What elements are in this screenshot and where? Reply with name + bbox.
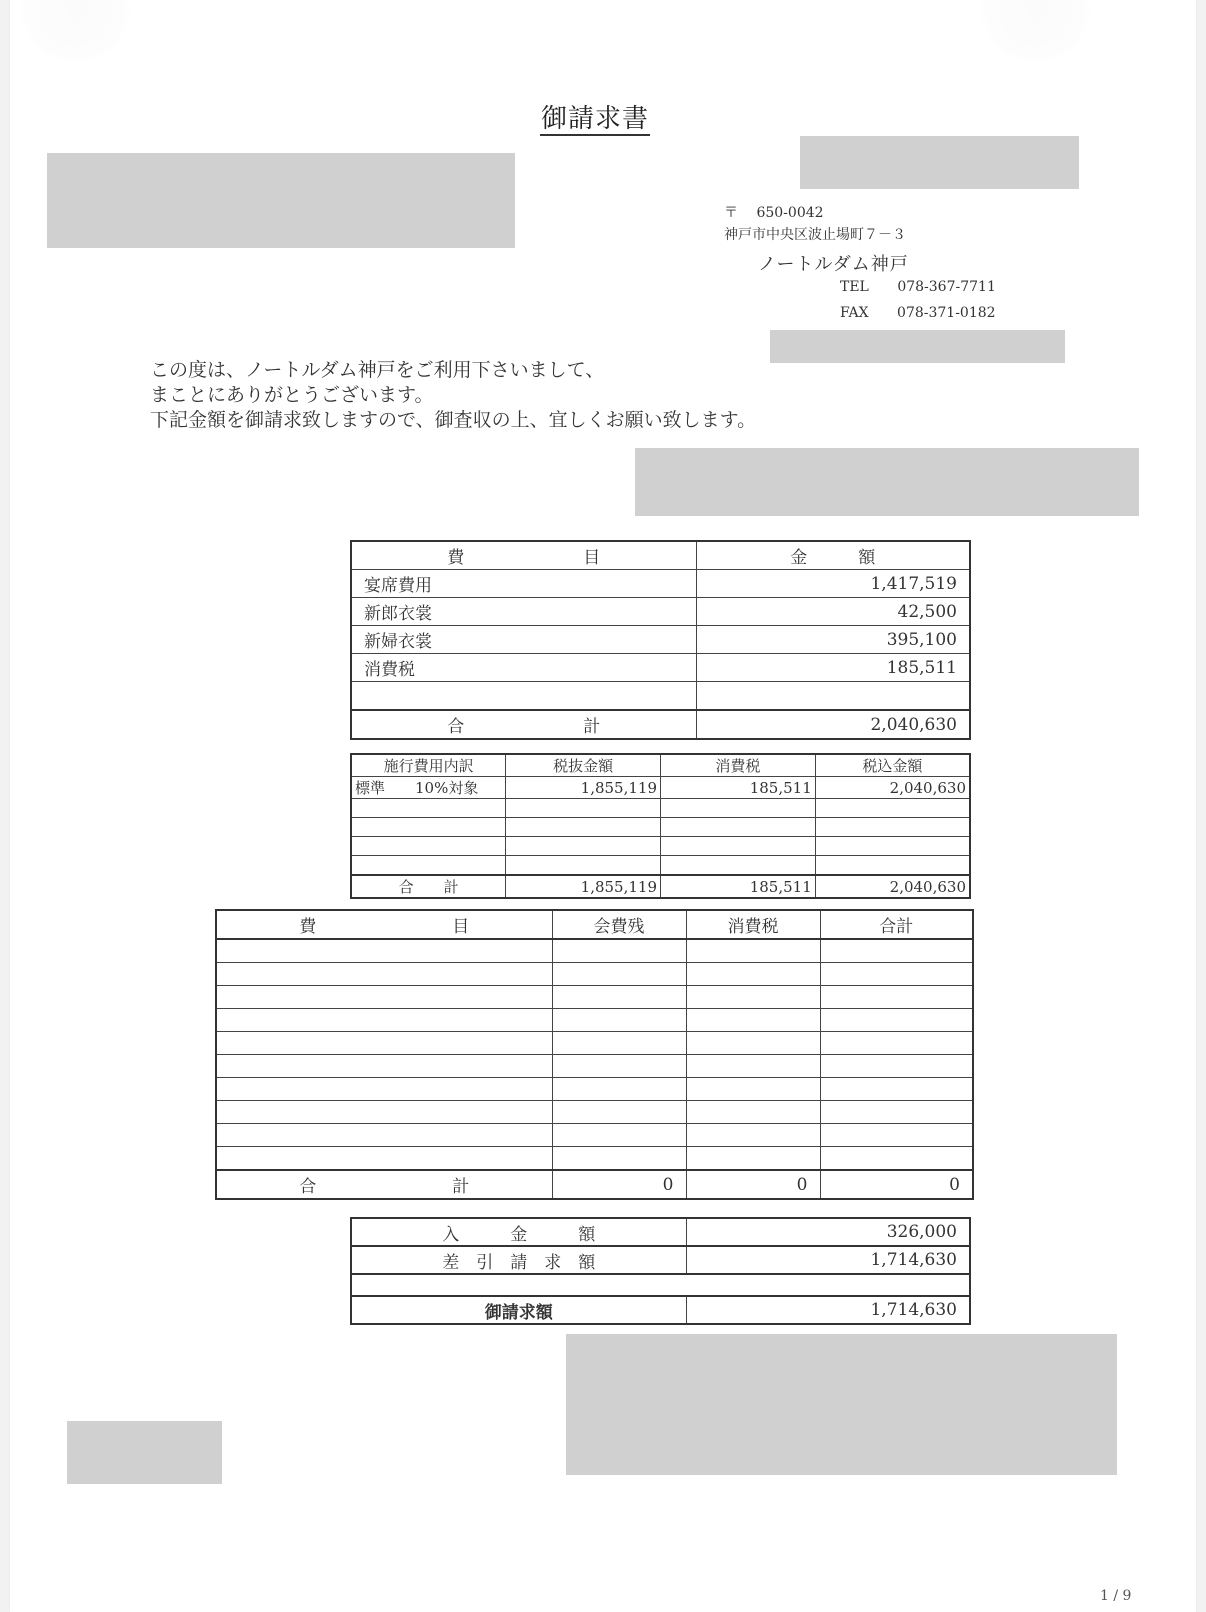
membership-fee-table	[215, 909, 974, 1200]
table-row	[216, 1078, 973, 1101]
item-amount: 42,500	[696, 598, 970, 626]
with-tax	[815, 799, 970, 818]
issuer-name: ノートルダム神戸	[758, 254, 909, 275]
empty-cell	[552, 1078, 686, 1101]
empty-cell	[552, 986, 686, 1009]
item-name: 新婦衣裳	[351, 626, 696, 654]
empty-cell	[686, 1078, 820, 1101]
pre-tax	[506, 837, 661, 856]
item-name: 消費税	[351, 654, 696, 682]
empty-cell	[552, 1124, 686, 1147]
total-tax: 0	[686, 1170, 820, 1199]
balance-row	[351, 1246, 970, 1274]
table-header-row	[216, 910, 973, 939]
category	[351, 837, 506, 856]
table-row	[216, 1009, 973, 1032]
total-label: 合 計	[351, 710, 696, 739]
item-amount: 1,417,519	[696, 570, 970, 598]
tax	[661, 799, 816, 818]
empty-cell	[820, 1032, 973, 1055]
table-row	[351, 837, 970, 856]
empty-cell	[216, 1101, 552, 1124]
deposit-amount: 326,000	[686, 1218, 970, 1246]
deposit-row	[351, 1218, 970, 1246]
table-row	[216, 939, 973, 963]
with-tax	[815, 837, 970, 856]
table-header-row	[351, 754, 970, 777]
table-row	[216, 1032, 973, 1055]
spacer-row	[351, 1274, 970, 1296]
table-row	[351, 856, 970, 876]
empty-cell	[552, 1101, 686, 1124]
empty-cell	[686, 1124, 820, 1147]
tax: 185,511	[661, 777, 816, 799]
item-amount: 395,100	[696, 626, 970, 654]
redacted-stamp	[67, 1421, 222, 1484]
intro-message	[150, 358, 756, 433]
empty-cell	[820, 986, 973, 1009]
with-tax: 2,040,630	[815, 777, 970, 799]
empty-cell	[686, 939, 820, 963]
redacted-bank-info	[566, 1334, 1117, 1475]
document-title: 御請求書	[541, 104, 650, 134]
empty-cell	[552, 1055, 686, 1078]
fax-label: FAX	[840, 305, 869, 321]
intro-line: まことにありがとうございます。	[150, 384, 434, 406]
category: 標準 10%対象	[351, 777, 506, 799]
with-tax	[815, 856, 970, 876]
empty-cell	[216, 986, 552, 1009]
empty-cell	[686, 1055, 820, 1078]
issuer-address: 神戸市中央区波止場町７－３	[724, 227, 906, 243]
category	[351, 818, 506, 837]
empty-cell	[820, 1009, 973, 1032]
empty-cell	[552, 1032, 686, 1055]
empty-cell	[216, 1032, 552, 1055]
empty-cell	[216, 1124, 552, 1147]
item-amount: 185,511	[696, 654, 970, 682]
item-name: 宴席費用	[351, 570, 696, 598]
redacted-recipient	[47, 153, 515, 248]
tel-number: 078-367-7711	[897, 279, 996, 295]
empty-cell	[552, 963, 686, 986]
redacted-date	[800, 136, 1079, 189]
header-item: 費 目	[216, 910, 552, 939]
table-row	[351, 682, 970, 711]
table-row	[351, 654, 970, 682]
header-category: 施行費用内訳	[351, 754, 506, 777]
header-pre-tax: 税抜金額	[506, 754, 661, 777]
watermark-right	[980, 0, 1090, 60]
empty-cell	[216, 939, 552, 963]
header-amount: 金 額	[696, 541, 970, 570]
total-label: 合 計	[216, 1170, 552, 1199]
total-pre-tax: 1,855,119	[506, 875, 661, 898]
empty-cell	[686, 1101, 820, 1124]
empty-cell	[820, 1101, 973, 1124]
billing-row	[351, 1296, 970, 1324]
tax-breakdown-table	[350, 753, 971, 899]
empty-cell	[820, 1124, 973, 1147]
total-amount: 2,040,630	[696, 710, 970, 739]
spacer-cell	[351, 1274, 970, 1296]
empty-cell	[216, 1147, 552, 1171]
table-row	[216, 1101, 973, 1124]
table-row	[216, 1147, 973, 1171]
header-sum: 合計	[820, 910, 973, 939]
table-row	[216, 963, 973, 986]
category	[351, 799, 506, 818]
pre-tax	[506, 818, 661, 837]
intro-line: 下記金額を御請求致しますので、御査収の上、宜しくお願い致します。	[150, 409, 757, 431]
table-row	[216, 1055, 973, 1078]
tel-line	[840, 278, 996, 296]
header-tax: 消費税	[686, 910, 820, 939]
header-balance: 会費残	[552, 910, 686, 939]
postal-code-line	[724, 204, 824, 222]
empty-cell	[216, 1009, 552, 1032]
empty-cell	[216, 1078, 552, 1101]
empty-cell	[686, 963, 820, 986]
fax-line	[840, 304, 996, 322]
billing-label: 御請求額	[351, 1296, 686, 1324]
item-amount	[696, 682, 970, 711]
table-row	[351, 777, 970, 799]
tax	[661, 856, 816, 876]
category	[351, 856, 506, 876]
total-row	[351, 710, 970, 739]
billing-amount: 1,714,630	[686, 1296, 970, 1324]
empty-cell	[686, 1009, 820, 1032]
balance-amount: 1,714,630	[686, 1246, 970, 1274]
item-name: 新郎衣裳	[351, 598, 696, 626]
intro-line: この度は、ノートルダム神戸をご利用下さいまして、	[150, 359, 605, 381]
table-header-row	[351, 541, 970, 570]
redacted-event-info	[635, 448, 1139, 516]
total-with-tax: 2,040,630	[815, 875, 970, 898]
empty-cell	[686, 986, 820, 1009]
pre-tax: 1,855,119	[506, 777, 661, 799]
item-name	[351, 682, 696, 711]
charges-table	[350, 540, 971, 740]
table-row	[351, 799, 970, 818]
page-indicator: 1 / 9	[1100, 1588, 1132, 1604]
header-with-tax: 税込金額	[815, 754, 970, 777]
empty-cell	[552, 939, 686, 963]
balance-label: 差 引 請 求 額	[351, 1246, 686, 1274]
table-row	[351, 570, 970, 598]
table-row	[351, 598, 970, 626]
empty-cell	[216, 963, 552, 986]
postal-code: 650-0042	[756, 205, 824, 221]
tax	[661, 818, 816, 837]
pre-tax	[506, 799, 661, 818]
fax-number: 078-371-0182	[897, 305, 996, 321]
empty-cell	[820, 963, 973, 986]
empty-cell	[686, 1032, 820, 1055]
with-tax	[815, 818, 970, 837]
total-tax: 185,511	[661, 875, 816, 898]
empty-cell	[820, 1078, 973, 1101]
empty-cell	[820, 1147, 973, 1171]
summary-table	[350, 1217, 971, 1325]
pre-tax	[506, 856, 661, 876]
total-label: 合 計	[351, 875, 506, 898]
empty-cell	[552, 1009, 686, 1032]
empty-cell	[216, 1055, 552, 1078]
total-row	[216, 1170, 973, 1199]
total-sum: 0	[820, 1170, 973, 1199]
total-balance: 0	[552, 1170, 686, 1199]
table-row	[216, 986, 973, 1009]
redacted-registration	[770, 330, 1065, 363]
total-row	[351, 875, 970, 898]
table-row	[216, 1124, 973, 1147]
tax	[661, 837, 816, 856]
empty-cell	[686, 1147, 820, 1171]
postal-mark-icon: 〒	[724, 205, 738, 221]
empty-cell	[552, 1147, 686, 1171]
watermark-left	[20, 0, 130, 60]
header-tax: 消費税	[661, 754, 816, 777]
header-item: 費 目	[351, 541, 696, 570]
table-row	[351, 626, 970, 654]
tel-label: TEL	[840, 279, 869, 295]
empty-cell	[820, 1055, 973, 1078]
empty-cell	[820, 939, 973, 963]
invoice-page	[10, 0, 1196, 1612]
deposit-label: 入 金 額	[351, 1218, 686, 1246]
table-row	[351, 818, 970, 837]
